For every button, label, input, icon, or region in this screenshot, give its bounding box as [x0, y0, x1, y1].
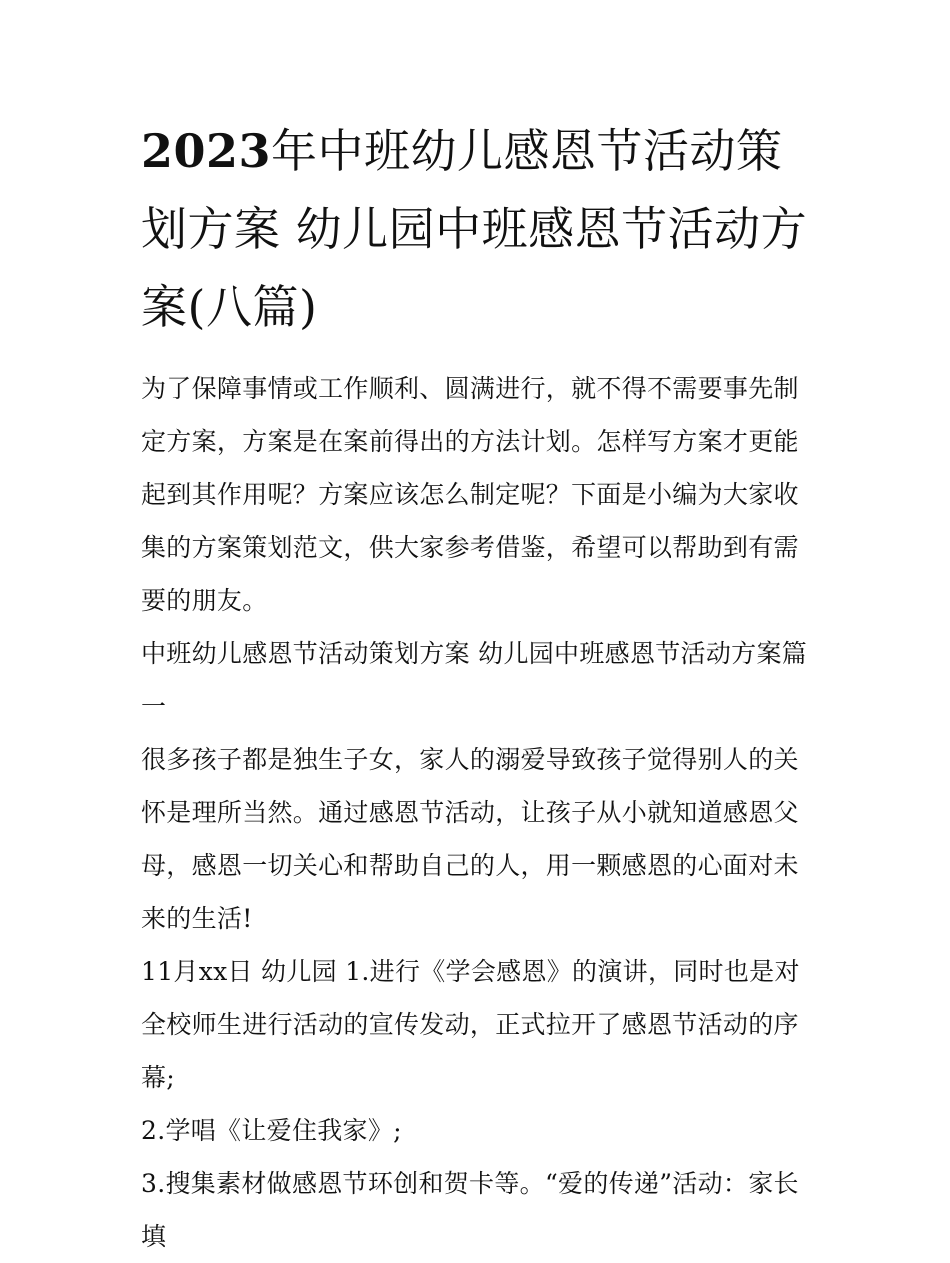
document-body — [141, 362, 813, 1263]
section-heading: 中班幼儿感恩节活动策划方案 幼儿园中班感恩节活动方案篇一 — [141, 639, 808, 721]
body-paragraph: 2.学唱《让爱住我家》; — [141, 1116, 402, 1145]
title-text: 年中班幼儿感恩节活动策划方案 幼儿园中班感恩节活动方案(八篇) — [141, 124, 808, 334]
title-year: 2023 — [141, 124, 272, 178]
body-paragraph: 3.搜集素材做感恩节环创和贺卡等。“爱的传递”活动：家长填 — [141, 1169, 799, 1251]
document-page — [141, 112, 813, 1263]
body-paragraph: 很多孩子都是独生子女，家人的溺爱导致孩子觉得别人的关怀是理所当然。通过感恩节活动，让孩子从小就知道感恩父母，感恩一切关心和帮助自己的人，用一颗感恩的心面对未来的生活! — [141, 745, 799, 933]
body-paragraph: 11月xx日 幼儿园 1.进行《学会感恩》的演讲，同时也是对全校师生进行活动的宣传发动，正式拉开了感恩节活动的序幕; — [141, 957, 800, 1092]
intro-paragraph: 为了保障事情或工作顺利、圆满进行，就不得不需要事先制定方案，方案是在案前得出的方法计划。怎样写方案才更能起到其作用呢？方案应该怎么制定呢？下面是小编为大家收集的方案策划范文，供大家参考借鉴，希望可以帮助到有需要的朋友。 — [141, 374, 799, 615]
document-title — [141, 112, 813, 346]
